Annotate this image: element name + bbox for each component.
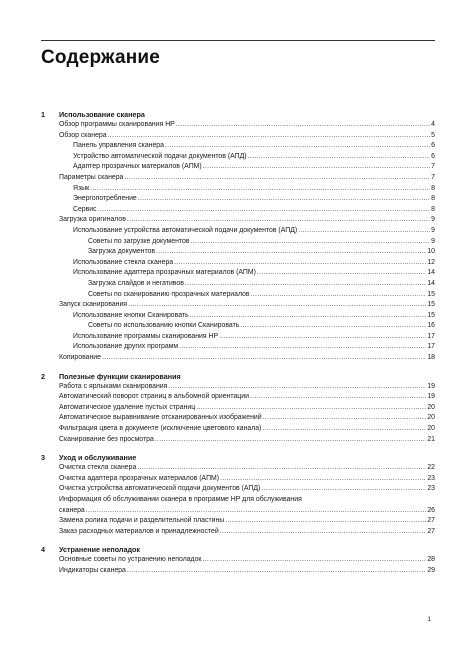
dot-leader: [190, 237, 430, 248]
entry-title: Информация об обслуживании сканера в программе HP для обслуживания: [59, 496, 302, 503]
chapter-title: Использование сканера: [59, 110, 145, 119]
entry-title: Сервис: [73, 205, 97, 213]
table-of-contents: [41, 109, 435, 577]
toc-entry[interactable]: [41, 268, 435, 279]
entry-title: Работа с ярлыками сканирования: [59, 382, 168, 390]
entry-title: Использование стекла сканера: [73, 258, 174, 266]
entry-page-number: 29: [427, 566, 435, 574]
dot-leader: [250, 392, 426, 403]
toc-entry[interactable]: [41, 342, 435, 353]
entry-page-number: 8: [431, 184, 435, 192]
dot-leader: [240, 321, 426, 332]
toc-entry[interactable]: [41, 194, 435, 205]
dot-leader: [124, 173, 430, 184]
dot-leader: [202, 555, 426, 566]
entry-title: Обзор сканера: [59, 131, 107, 139]
entry-page-number: 12: [427, 258, 435, 266]
dot-leader: [263, 413, 427, 424]
toc-entry[interactable]: [41, 311, 435, 322]
entry-page-number: 8: [431, 205, 435, 213]
dot-leader: [298, 226, 430, 237]
dot-leader: [98, 205, 431, 216]
dot-leader: [196, 403, 426, 414]
page-title: Содержание: [41, 47, 161, 68]
toc-entry[interactable]: [41, 392, 435, 403]
entry-title: Запуск сканирования: [59, 301, 128, 309]
toc-entry[interactable]: [41, 205, 435, 216]
entry-page-number: 23: [427, 485, 435, 493]
entry-page-number: 17: [427, 343, 435, 351]
toc-entry[interactable]: [41, 279, 435, 290]
entry-title: Использование других программ: [73, 343, 179, 351]
entry-page-number: 19: [427, 382, 435, 390]
chapter-number: 1: [41, 110, 45, 119]
dot-leader: [90, 184, 430, 195]
dot-leader: [102, 353, 426, 364]
entry-title: Советы по использованию кнопки Сканировать: [88, 322, 240, 330]
dot-leader: [155, 435, 427, 446]
toc-entry[interactable]: [41, 321, 435, 332]
entry-title: Адаптер прозрачных материалов (АПМ): [73, 163, 202, 171]
entry-page-number: 27: [427, 517, 435, 525]
dot-leader: [156, 247, 426, 258]
chapter-title: Устранение неполадок: [59, 545, 141, 555]
entry-title: сканера: [59, 506, 85, 514]
dot-leader: [108, 131, 431, 142]
toc-entry[interactable]: [41, 516, 435, 527]
toc-entry[interactable]: [41, 258, 435, 269]
dot-leader: [174, 258, 426, 269]
entry-page-number: 10: [427, 248, 435, 256]
entry-title: Очистка стекла сканера: [59, 464, 137, 472]
chapter-title: Полезные функции сканирования: [59, 371, 181, 381]
entry-page-number: 22: [427, 464, 435, 472]
toc-entry[interactable]: [41, 226, 435, 237]
entry-title: Использование устройства автоматической подачи документов (АПД): [73, 226, 298, 234]
toc-entry[interactable]: [41, 413, 435, 424]
toc-entry[interactable]: [41, 353, 435, 364]
dot-leader: [86, 506, 427, 517]
entry-page-number: 18: [427, 354, 435, 362]
dot-leader: [179, 342, 426, 353]
chapter-title: Уход и обслуживание: [59, 453, 137, 463]
entry-title: Устройство автоматической подачи документов (АПД): [73, 152, 247, 160]
dot-leader: [168, 382, 426, 393]
dot-leader: [128, 300, 426, 311]
entry-page-number: 20: [427, 414, 435, 422]
toc-entry[interactable]: [41, 403, 435, 414]
entry-title: Загрузка слайдов и негативов: [88, 279, 184, 287]
chapter-number: 4: [41, 545, 45, 555]
entry-title: Основные советы по устранению неполадок: [59, 556, 202, 564]
entry-title: Индикаторы сканера: [59, 566, 126, 574]
title-rule: [41, 40, 435, 41]
toc-entry[interactable]: [41, 215, 435, 226]
entry-title: Копирование: [59, 354, 101, 362]
entry-title: Язык: [73, 184, 90, 192]
entry-page-number: 7: [431, 173, 435, 181]
entry-page-number: 23: [427, 474, 435, 482]
entry-page-number: 6: [431, 142, 435, 150]
toc-entry[interactable]: [41, 527, 435, 538]
dot-leader: [261, 484, 426, 495]
entry-title: Загрузка документов: [88, 248, 156, 256]
entry-title: Энергопотребление: [73, 195, 137, 203]
dot-leader: [251, 290, 427, 301]
chapter-number: 3: [41, 453, 45, 463]
toc-chapter[interactable]: [41, 452, 435, 463]
toc-entry[interactable]: [41, 566, 435, 577]
dot-leader: [190, 311, 427, 322]
entry-page-number: 20: [427, 403, 435, 411]
entry-page-number: 15: [427, 290, 435, 298]
entry-title: Использование адаптера прозрачных материалов (АПМ): [73, 269, 256, 277]
entry-page-number: 15: [427, 311, 435, 319]
entry-page-number: 14: [427, 279, 435, 287]
toc-entry[interactable]: [41, 332, 435, 343]
toc-entry[interactable]: [41, 484, 435, 495]
entry-title: Замена ролика подачи и разделительной пластины: [59, 517, 225, 525]
chapter-number: 2: [41, 371, 45, 381]
toc-entry[interactable]: [41, 506, 435, 517]
dot-leader: [137, 463, 426, 474]
entry-page-number: 17: [427, 332, 435, 340]
entry-page-number: 16: [427, 322, 435, 330]
entry-page-number: 27: [427, 527, 435, 535]
entry-title: Автоматический поворот страниц в альбомной ориентации: [59, 393, 249, 401]
entry-page-number: 5: [431, 131, 435, 139]
dot-leader: [176, 120, 430, 131]
entry-title: Параметры сканера: [59, 173, 124, 181]
entry-page-number: 26: [427, 506, 435, 514]
toc-entry[interactable]: [41, 474, 435, 485]
dot-leader: [248, 152, 431, 163]
entry-page-number: 20: [427, 425, 435, 433]
entry-page-number: 9: [431, 226, 435, 234]
toc-entry[interactable]: [41, 247, 435, 258]
toc-entry[interactable]: [41, 131, 435, 142]
dot-leader: [220, 527, 427, 538]
entry-page-number: 14: [427, 269, 435, 277]
entry-page-number: 21: [427, 435, 435, 443]
toc-entry[interactable]: [41, 184, 435, 195]
dot-leader: [220, 474, 426, 485]
entry-page-number: 6: [431, 152, 435, 160]
toc-entry[interactable]: [41, 237, 435, 248]
toc-entry[interactable]: [41, 300, 435, 311]
dot-leader: [219, 332, 426, 343]
entry-page-number: 9: [431, 237, 435, 245]
dot-leader: [138, 194, 430, 205]
dot-leader: [225, 516, 426, 527]
toc-entry[interactable]: [41, 435, 435, 446]
toc-entry[interactable]: [41, 555, 435, 566]
entry-title: Панель управления сканера: [73, 142, 164, 150]
entry-title: Советы по загрузке документов: [88, 237, 190, 245]
toc-chapter[interactable]: [41, 544, 435, 555]
entry-page-number: 28: [427, 556, 435, 564]
entry-page-number: 15: [427, 301, 435, 309]
toc-entry[interactable]: [41, 290, 435, 301]
toc-entry[interactable]: [41, 162, 435, 173]
toc-entry[interactable]: [41, 424, 435, 435]
dot-leader: [262, 424, 426, 435]
dot-leader: [203, 162, 430, 173]
entry-title: Заказ расходных материалов и принадлежностей: [59, 527, 219, 535]
entry-title: Очистка адаптера прозрачных материалов (АПМ): [59, 474, 220, 482]
dot-leader: [165, 141, 430, 152]
toc-chapter[interactable]: [41, 371, 435, 382]
entry-title: Фильтрация цвета в документе (исключение цветового канала): [59, 425, 262, 433]
toc-entry[interactable]: [41, 463, 435, 474]
entry-page-number: 19: [427, 393, 435, 401]
toc-entry[interactable]: [41, 173, 435, 184]
entry-title: Использование кнопки Сканировать: [73, 311, 189, 319]
toc-entry[interactable]: [41, 382, 435, 393]
entry-page-number: 4: [431, 121, 435, 128]
entry-title: Использование программы сканирования HP: [73, 332, 219, 340]
toc-entry[interactable]: [41, 120, 435, 131]
entry-page-number: 8: [431, 195, 435, 203]
entry-title: Автоматическое удаление пустых страниц: [59, 403, 196, 411]
entry-title: Автоматическое выравнивание отсканированных изображений: [59, 414, 262, 422]
toc-entry[interactable]: [41, 152, 435, 163]
page-number: 1: [427, 616, 431, 623]
toc-chapter[interactable]: [41, 109, 435, 120]
toc-entry-line[interactable]: [41, 495, 435, 506]
entry-title: Сканирование без просмотра: [59, 435, 154, 443]
dot-leader: [127, 566, 426, 577]
entry-title: Загрузка оригиналов: [59, 216, 126, 224]
entry-page-number: 9: [431, 216, 435, 224]
entry-page-number: 7: [431, 163, 435, 171]
dot-leader: [257, 268, 426, 279]
dot-leader: [185, 279, 426, 290]
toc-entry[interactable]: [41, 141, 435, 152]
entry-title: Очистка устройства автоматической подачи документов (АПД): [59, 485, 261, 493]
dot-leader: [127, 215, 430, 226]
entry-title: Советы по сканированию прозрачных материалов: [88, 290, 250, 298]
entry-title: Обзор программы сканирования HP: [59, 121, 175, 128]
